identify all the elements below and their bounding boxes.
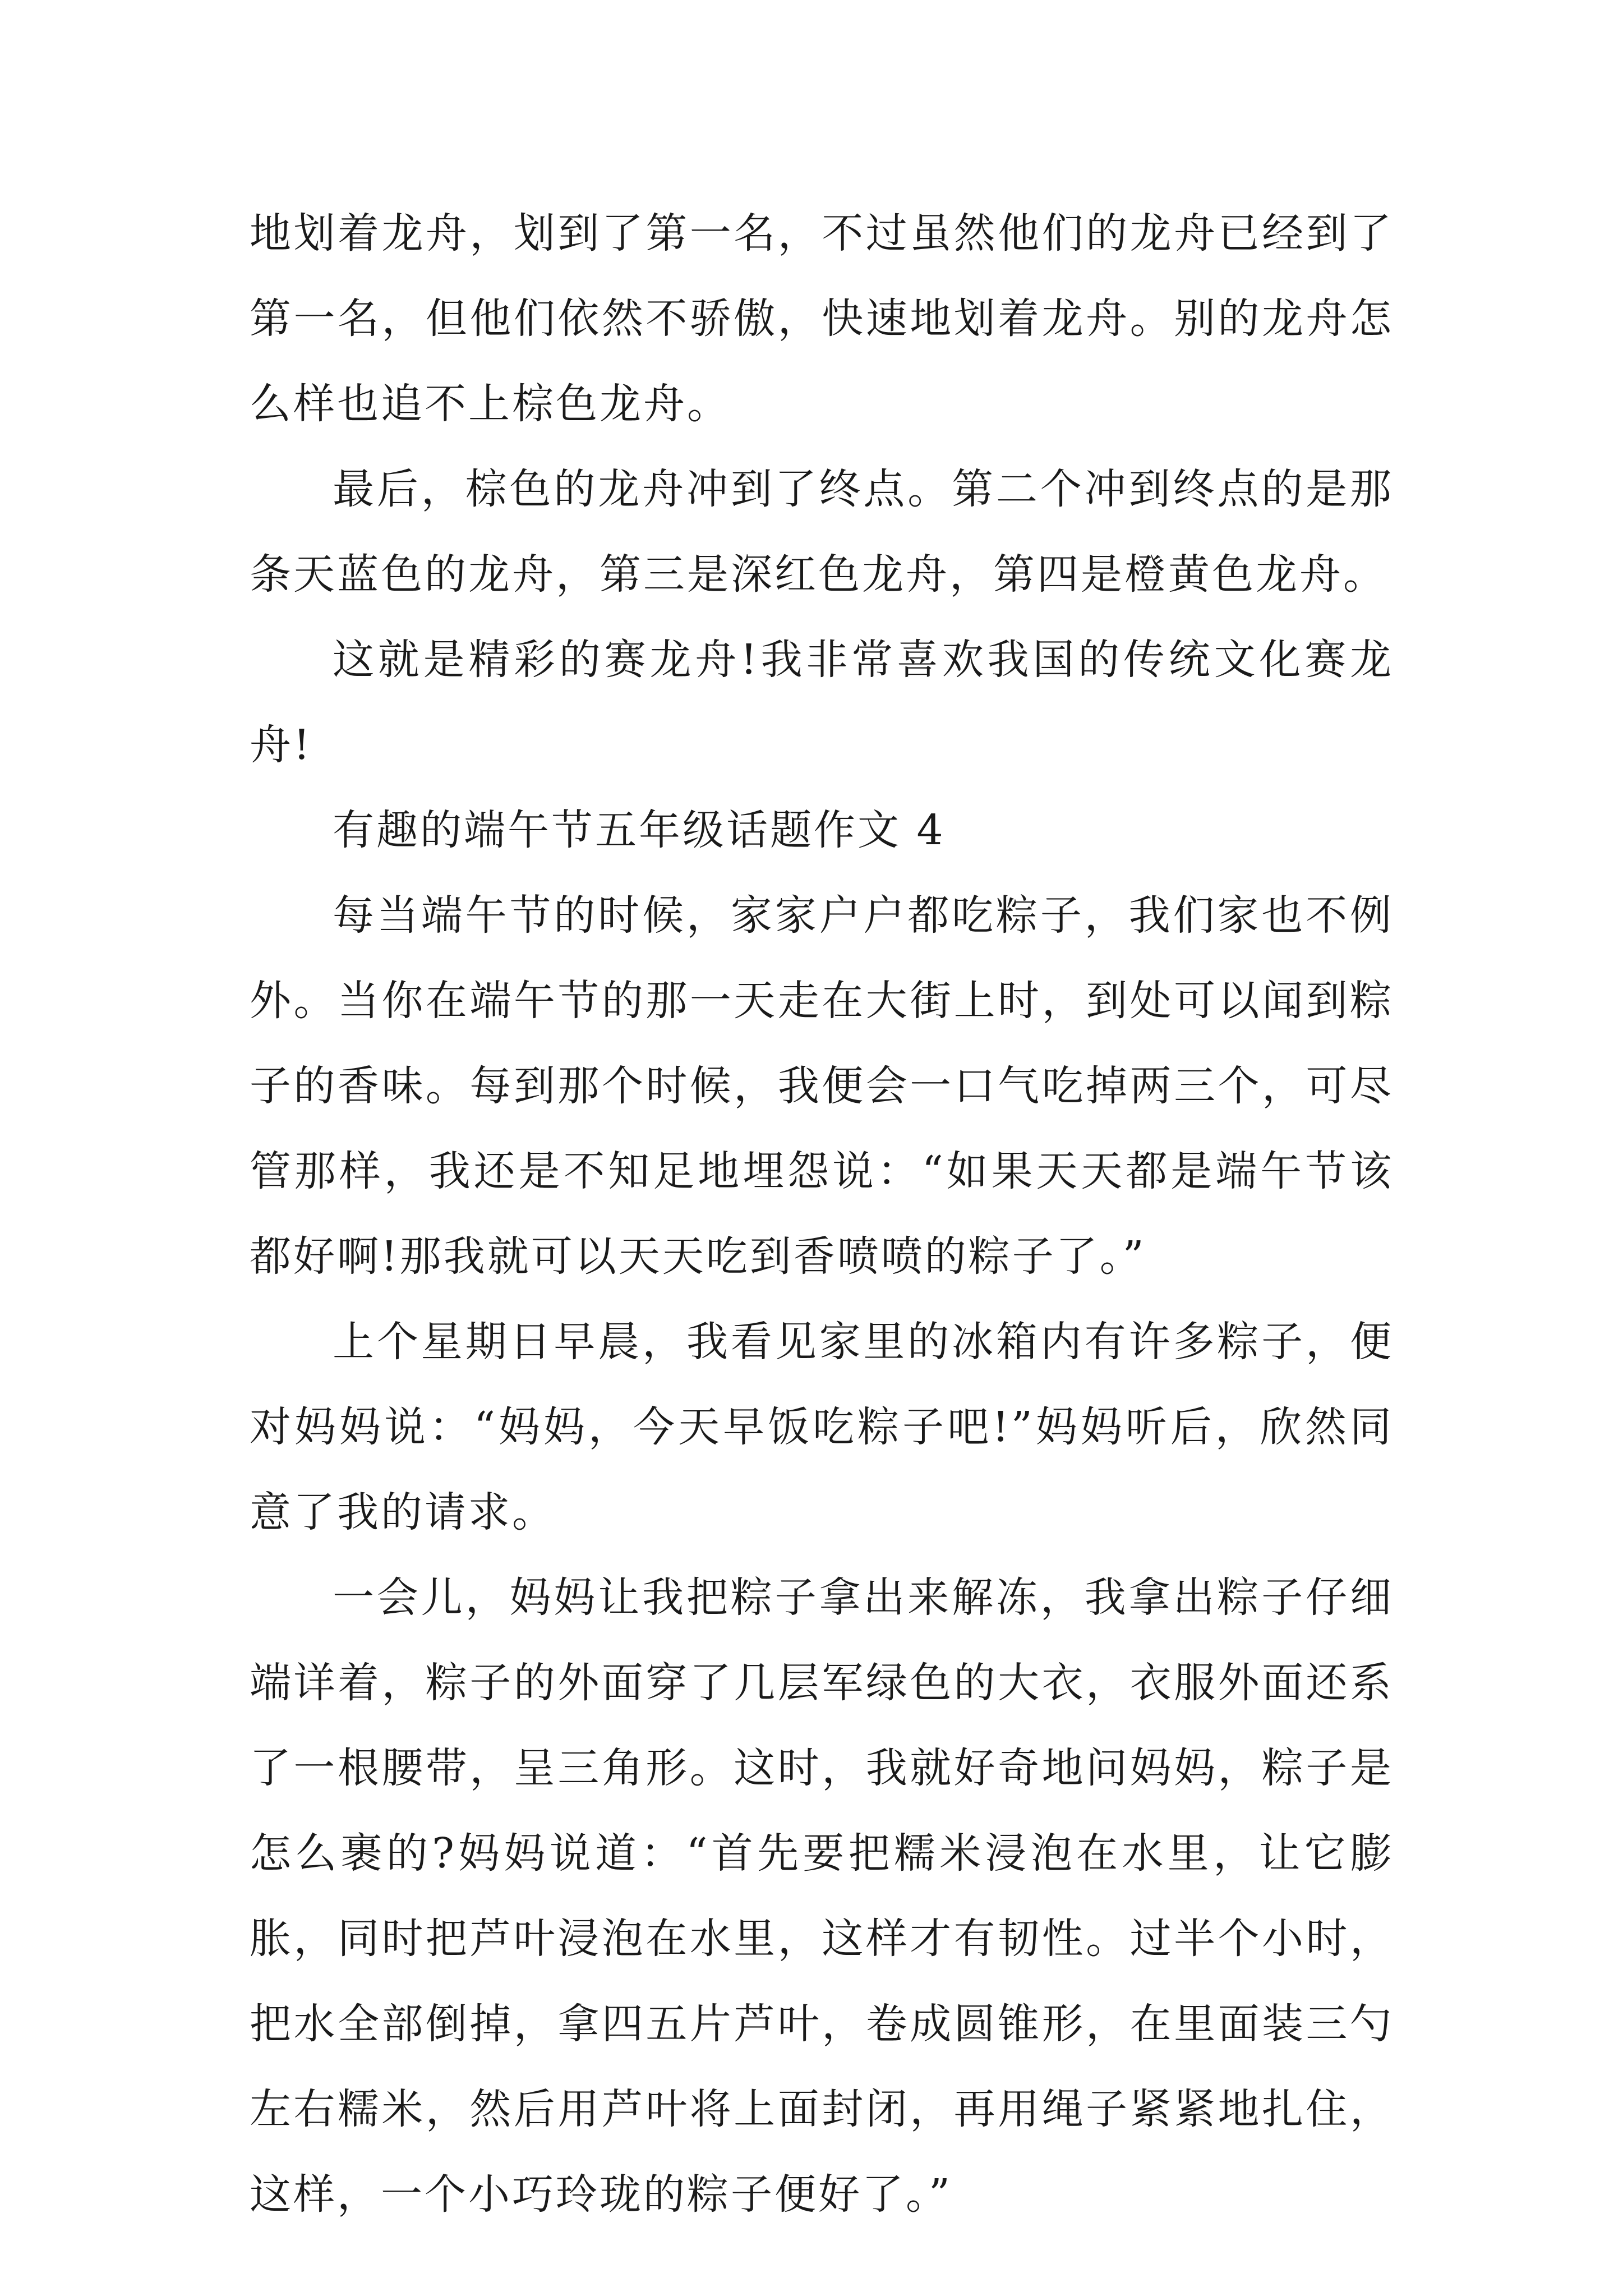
paragraph-zongzi-intro: 每当端午节的时候，家家户户都吃粽子，我们家也不例外。当你在端午节的那一天走在大街上时，到处可以闻到粽子的香味。每到那个时候，我便会一口气吃掉两三个，可尽管那样，我还是不知足地埋怨说：“如果天天都是端午节该都好啊!那我就可以天天吃到香喷喷的粽子了。”	[250, 891, 1394, 1281]
paragraph-continuation: 地划着龙舟，划到了第一名，不过虽然他们的龙舟已经到了第一名，但他们依然不骄傲，快速地划着龙舟。别的龙舟怎么样也追不上棕色龙舟。	[250, 209, 1394, 428]
paragraph-sunday-morning: 上个星期日早晨，我看见家里的冰箱内有许多粽子，便对妈妈说：“妈妈，今天早饭吃粽子吧!”妈妈听后，欣然同意了我的请求。	[250, 1318, 1394, 1536]
paragraph-race-finish: 最后，棕色的龙舟冲到了终点。第二个冲到终点的是那条天蓝色的龙舟，第三是深红色龙舟，第四是橙黄色龙舟。	[250, 465, 1394, 599]
essay-heading: 有趣的端午节五年级话题作文 4	[333, 806, 946, 854]
document-body	[250, 191, 1394, 2237]
paragraph-conclusion: 这就是精彩的赛龙舟!我非常喜欢我国的传统文化赛龙舟!	[250, 636, 1394, 769]
paragraph-wrapping-zongzi: 一会儿，妈妈让我把粽子拿出来解冻，我拿出粽子仔细端详着，粽子的外面穿了几层军绿色的大衣，衣服外面还系了一根腰带，呈三角形。这时，我就好奇地问妈妈，粽子是怎么裹的?妈妈说道：“首先要把糯米浸泡在水里，让它膨胀，同时把芦叶浸泡在水里，这样才有韧性。过半个小时，把水全部倒掉，拿四五片芦叶，卷成圆锥形，在里面装三勺左右糯米，然后用芦叶将上面封闭，再用绳子紧紧地扎住，这样，一个小巧玲珑的粽子便好了。”	[250, 1573, 1394, 2219]
